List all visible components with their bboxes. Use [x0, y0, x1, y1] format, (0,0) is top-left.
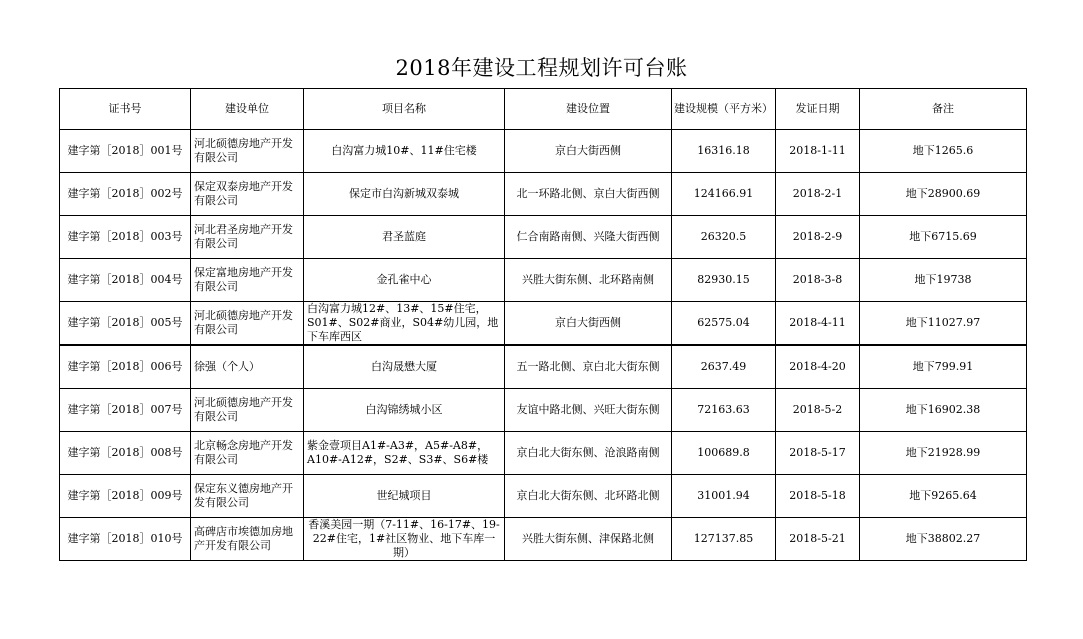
column-header-scale: 建设规模（平方米） [672, 89, 776, 130]
cell-scale: 100689.8 [672, 432, 776, 475]
cell-project: 紫金壹项目A1#-A3#，A5#-A8#，A10#-A12#，S2#、S3#、S6#楼 [304, 432, 505, 475]
cell-note: 地下1265.6 [860, 130, 1027, 173]
cell-cert: 建字第［2018］007号 [60, 389, 191, 432]
cell-unit: 河北硕德房地产开发有限公司 [191, 130, 304, 173]
cell-project: 白沟锦绣城小区 [304, 389, 505, 432]
cell-unit: 河北硕德房地产开发有限公司 [191, 389, 304, 432]
column-header-unit: 建设单位 [191, 89, 304, 130]
cell-location: 友谊中路北侧、兴旺大街东侧 [505, 389, 672, 432]
permit-ledger-table [59, 88, 1027, 561]
cell-cert: 建字第［2018］008号 [60, 432, 191, 475]
cell-note: 地下799.91 [860, 345, 1027, 389]
cell-note: 地下11027.97 [860, 302, 1027, 346]
column-header-date: 发证日期 [776, 89, 860, 130]
cell-date: 2018-1-11 [776, 130, 860, 173]
cell-date: 2018-4-11 [776, 302, 860, 346]
cell-scale: 127137.85 [672, 518, 776, 561]
cell-note: 地下16902.38 [860, 389, 1027, 432]
table-row [60, 345, 1027, 389]
table-row [60, 432, 1027, 475]
cell-project: 香溪美园一期（7-11#、16-17#、19-22#住宅，1#社区物业、地下车库一期） [304, 518, 505, 561]
cell-cert: 建字第［2018］010号 [60, 518, 191, 561]
cell-scale: 2637.49 [672, 345, 776, 389]
cell-unit: 保定东义德房地产开发有限公司 [191, 475, 304, 518]
cell-project: 保定市白沟新城双泰城 [304, 173, 505, 216]
page-title: 2018年建设工程规划许可台账 [395, 56, 688, 80]
cell-date: 2018-5-18 [776, 475, 860, 518]
cell-project: 白沟晟懋大厦 [304, 345, 505, 389]
cell-location: 京白北大街东侧、北环路北侧 [505, 475, 672, 518]
column-header-cert: 证书号 [60, 89, 191, 130]
cell-project: 世纪城项目 [304, 475, 505, 518]
cell-unit: 保定双泰房地产开发有限公司 [191, 173, 304, 216]
cell-scale: 16316.18 [672, 130, 776, 173]
table-row [60, 475, 1027, 518]
cell-project: 白沟富力城12#、13#、15#住宅，S01#、S02#商业，S04#幼儿园，地下车库西区 [304, 302, 505, 346]
cell-unit: 保定富地房地产开发有限公司 [191, 259, 304, 302]
cell-scale: 26320.5 [672, 216, 776, 259]
cell-scale: 62575.04 [672, 302, 776, 346]
cell-date: 2018-3-8 [776, 259, 860, 302]
cell-location: 兴胜大街东侧、津保路北侧 [505, 518, 672, 561]
cell-cert: 建字第［2018］002号 [60, 173, 191, 216]
cell-cert: 建字第［2018］006号 [60, 345, 191, 389]
cell-date: 2018-4-20 [776, 345, 860, 389]
cell-unit: 高碑店市埃德加房地产开发有限公司 [191, 518, 304, 561]
cell-scale: 31001.94 [672, 475, 776, 518]
table-row [60, 130, 1027, 173]
cell-scale: 124166.91 [672, 173, 776, 216]
table-row [60, 389, 1027, 432]
cell-location: 北一环路北侧、京白大街西侧 [505, 173, 672, 216]
cell-location: 兴胜大街东侧、北环路南侧 [505, 259, 672, 302]
cell-project: 君圣蓝庭 [304, 216, 505, 259]
cell-project: 金孔雀中心 [304, 259, 505, 302]
cell-date: 2018-2-9 [776, 216, 860, 259]
cell-project: 白沟富力城10#、11#住宅楼 [304, 130, 505, 173]
cell-cert: 建字第［2018］009号 [60, 475, 191, 518]
cell-cert: 建字第［2018］003号 [60, 216, 191, 259]
column-header-note: 备注 [860, 89, 1027, 130]
table-row [60, 216, 1027, 259]
column-header-project: 项目名称 [304, 89, 505, 130]
table-row [60, 173, 1027, 216]
cell-location: 京白北大街东侧、沧浪路南侧 [505, 432, 672, 475]
cell-note: 地下38802.27 [860, 518, 1027, 561]
table-row [60, 518, 1027, 561]
cell-scale: 72163.63 [672, 389, 776, 432]
cell-location: 仁合南路南侧、兴隆大街西侧 [505, 216, 672, 259]
cell-location: 五一路北侧、京白北大街东侧 [505, 345, 672, 389]
cell-unit: 北京畅念房地产开发有限公司 [191, 432, 304, 475]
cell-cert: 建字第［2018］001号 [60, 130, 191, 173]
cell-unit: 徐强（个人） [191, 345, 304, 389]
table-row [60, 302, 1027, 346]
cell-location: 京白大街西侧 [505, 130, 672, 173]
header-row [60, 89, 1027, 130]
cell-note: 地下28900.69 [860, 173, 1027, 216]
column-header-location: 建设位置 [505, 89, 672, 130]
cell-note: 地下21928.99 [860, 432, 1027, 475]
cell-unit: 河北硕德房地产开发有限公司 [191, 302, 304, 346]
cell-scale: 82930.15 [672, 259, 776, 302]
cell-location: 京白大街西侧 [505, 302, 672, 346]
cell-note: 地下6715.69 [860, 216, 1027, 259]
cell-date: 2018-5-2 [776, 389, 860, 432]
cell-note: 地下19738 [860, 259, 1027, 302]
cell-cert: 建字第［2018］004号 [60, 259, 191, 302]
cell-cert: 建字第［2018］005号 [60, 302, 191, 346]
cell-unit: 河北君圣房地产开发有限公司 [191, 216, 304, 259]
cell-note: 地下9265.64 [860, 475, 1027, 518]
cell-date: 2018-5-17 [776, 432, 860, 475]
cell-date: 2018-5-21 [776, 518, 860, 561]
table-row [60, 259, 1027, 302]
cell-date: 2018-2-1 [776, 173, 860, 216]
